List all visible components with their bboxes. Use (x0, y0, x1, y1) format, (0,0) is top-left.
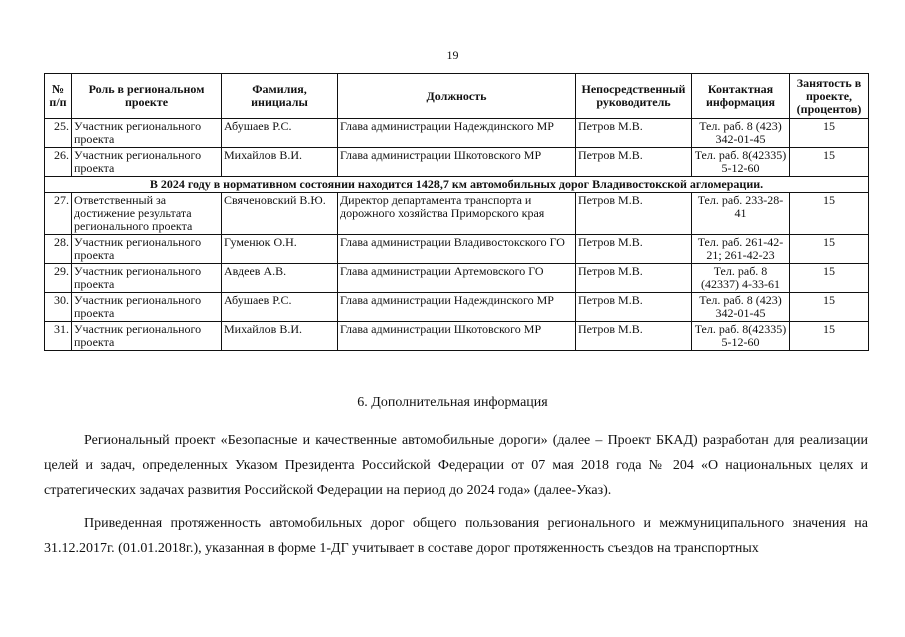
row-number: 27. (45, 193, 72, 235)
position-cell: Директор департамента транспорта и дорожного хозяйства Приморского края (338, 193, 576, 235)
table-note-row (45, 177, 869, 193)
role-cell: Участник регионального проекта (72, 148, 222, 177)
share-cell: 15 (790, 193, 869, 235)
role-cell: Участник регионального проекта (72, 119, 222, 148)
header-cell: Должность (338, 74, 576, 119)
header-cell: Роль в региональном проекте (72, 74, 222, 119)
contact-cell: Тел. раб. 8 (42337) 4-33-61 (692, 264, 790, 293)
name-cell: Гуменюк О.Н. (222, 235, 338, 264)
paragraph: Региональный проект «Безопасные и качественные автомобильные дороги» (далее – Проект БКАД) разработан для реализации целей и задач, определенных Указом Президента Российской Федерации от 07 мая 2018 года № 204 «О национальных целях и стратегических задачах развития Российской Федерации на период до 2024 года» (далее-Указ). (44, 433, 868, 498)
table-row (45, 293, 869, 322)
manager-cell: Петров М.В. (576, 119, 692, 148)
table-row (45, 264, 869, 293)
header-cell: № п/п (45, 74, 72, 119)
table-row (45, 148, 869, 177)
share-cell: 15 (790, 119, 869, 148)
row-number: 29. (45, 264, 72, 293)
position-cell: Глава администрации Артемовского ГО (338, 264, 576, 293)
name-cell: Михайлов В.И. (222, 322, 338, 351)
name-cell: Абушаев Р.С. (222, 293, 338, 322)
contact-cell: Тел. раб. 8(42335) 5-12-60 (692, 322, 790, 351)
manager-cell: Петров М.В. (576, 148, 692, 177)
row-number: 28. (45, 235, 72, 264)
share-cell: 15 (790, 322, 869, 351)
share-cell: 15 (790, 293, 869, 322)
table-note: В 2024 году в нормативном состоянии находится 1428,7 км автомобильных дорог Владивостокской агломерации. (45, 177, 869, 193)
name-cell: Михайлов В.И. (222, 148, 338, 177)
share-cell: 15 (790, 148, 869, 177)
role-cell: Участник регионального проекта (72, 322, 222, 351)
paragraph: Приведенная протяженность автомобильных дорог общего пользования регионального и межмуниципального значения на 31.12.2017г. (01.01.2018г.), указанная в форме 1-ДГ учитывает в составе дорог протяженность съездов на транспортных (44, 516, 868, 556)
position-cell: Глава администрации Владивостокского ГО (338, 235, 576, 264)
role-cell: Ответственный за достижение результата регионального проекта (72, 193, 222, 235)
row-number: 30. (45, 293, 72, 322)
table-row (45, 119, 869, 148)
share-cell: 15 (790, 264, 869, 293)
name-cell: Свяченовский В.Ю. (222, 193, 338, 235)
manager-cell: Петров М.В. (576, 264, 692, 293)
header-cell: Занятость в проекте, (процентов) (790, 74, 869, 119)
position-cell: Глава администрации Шкотовского МР (338, 322, 576, 351)
contact-cell: Тел. раб. 8 (423) 342-01-45 (692, 293, 790, 322)
share-cell: 15 (790, 235, 869, 264)
role-cell: Участник регионального проекта (72, 293, 222, 322)
row-number: 31. (45, 322, 72, 351)
position-cell: Глава администрации Надеждинского МР (338, 119, 576, 148)
table-header-row (45, 74, 869, 119)
section-title: 6. Дополнительная информация (357, 395, 548, 410)
role-cell: Участник регионального проекта (72, 264, 222, 293)
staff-table (44, 73, 869, 351)
position-cell: Глава администрации Шкотовского МР (338, 148, 576, 177)
row-number: 25. (45, 119, 72, 148)
manager-cell: Петров М.В. (576, 322, 692, 351)
row-number: 26. (45, 148, 72, 177)
contact-cell: Тел. раб. 233-28-41 (692, 193, 790, 235)
manager-cell: Петров М.В. (576, 235, 692, 264)
manager-cell: Петров М.В. (576, 293, 692, 322)
contact-cell: Тел. раб. 8 (423) 342-01-45 (692, 119, 790, 148)
contact-cell: Тел. раб. 8(42335) 5-12-60 (692, 148, 790, 177)
table-row (45, 235, 869, 264)
page-number: 19 (446, 48, 459, 62)
contact-cell: Тел. раб. 261-42-21; 261-42-23 (692, 235, 790, 264)
manager-cell: Петров М.В. (576, 193, 692, 235)
name-cell: Абушаев Р.С. (222, 119, 338, 148)
table-row (45, 322, 869, 351)
header-cell: Фамилия, инициалы (222, 74, 338, 119)
name-cell: Авдеев А.В. (222, 264, 338, 293)
header-cell: Непосредственный руководитель (576, 74, 692, 119)
role-cell: Участник регионального проекта (72, 235, 222, 264)
position-cell: Глава администрации Надеждинского МР (338, 293, 576, 322)
table-row (45, 193, 869, 235)
header-cell: Контактная информация (692, 74, 790, 119)
